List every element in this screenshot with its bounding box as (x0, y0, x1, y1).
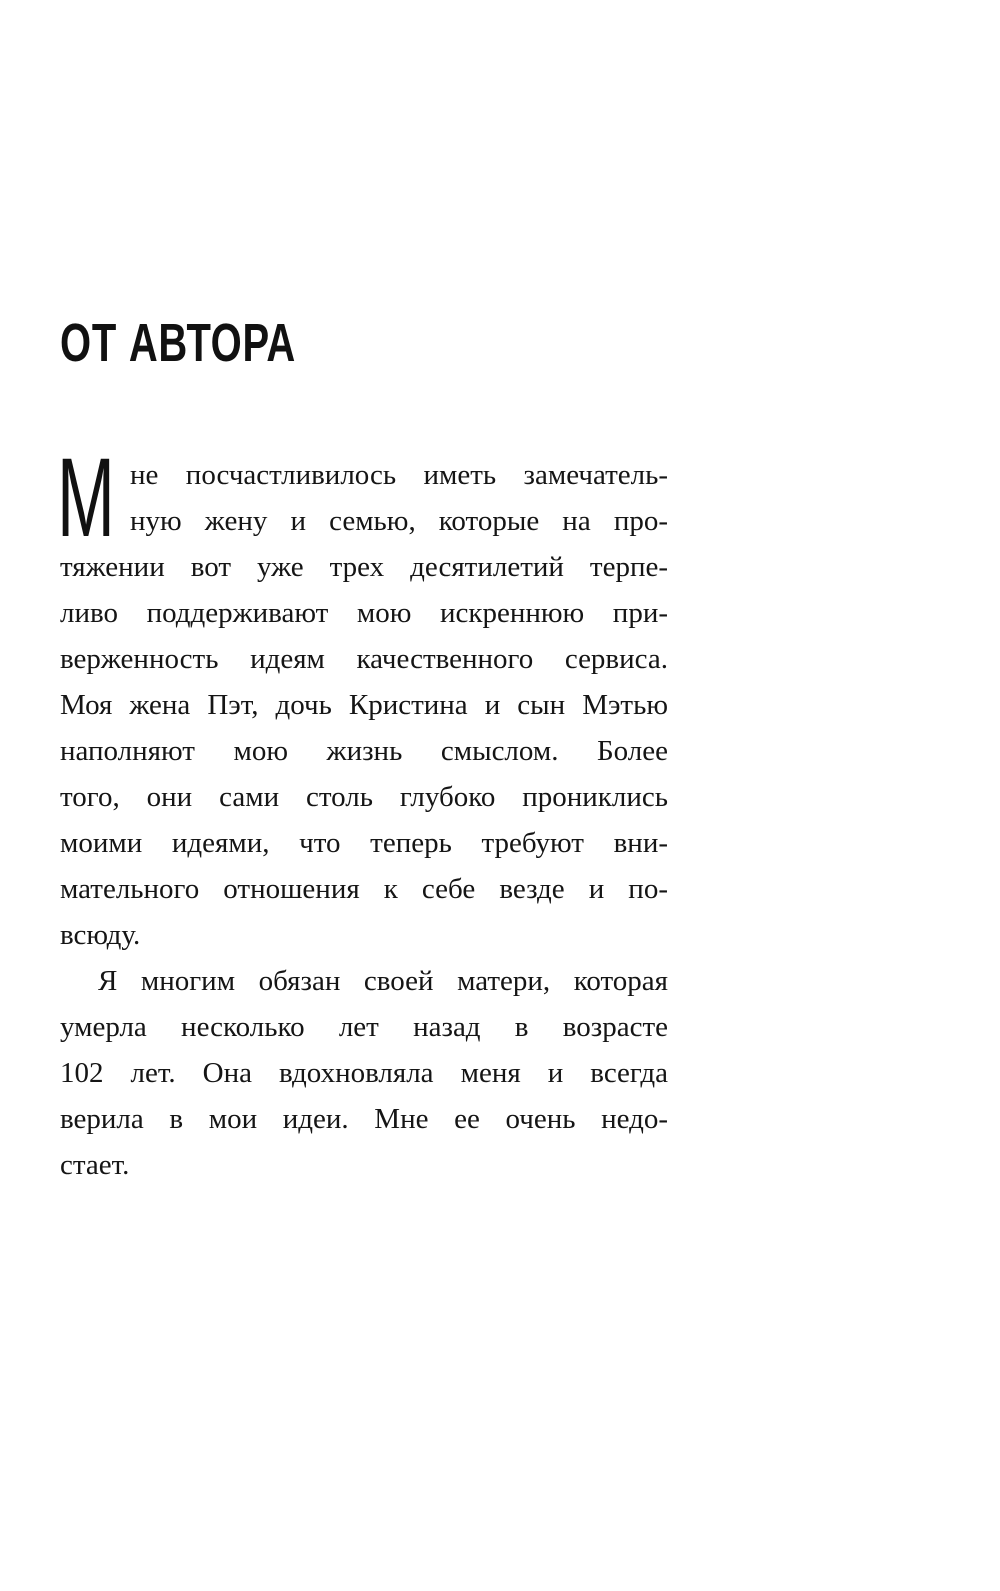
paragraph-1 (60, 452, 668, 958)
text-line: не посчастливилось иметь замечатель- (130, 459, 668, 491)
text-line: верила в мои идеи. Мне ее очень недо- (60, 1103, 668, 1135)
text-line: умерла несколько лет назад в возрасте (60, 1011, 668, 1043)
text-line: тяжении вот уже трех десятилетий терпе- (60, 551, 668, 583)
text-line: всюду. (60, 919, 141, 951)
paragraph-2 (60, 958, 668, 1188)
text-line: верженность идеям качественного сервиса. (60, 643, 668, 675)
text-line: ливо поддерживают мою искреннюю при- (60, 597, 668, 629)
text-line: того, они сами столь глубоко прониклись (60, 781, 668, 813)
text-line: стает. (60, 1149, 130, 1181)
body-text (57, 435, 668, 1188)
text-line: наполняют мою жизнь смыслом. Более (60, 735, 668, 767)
text-line: 102 лет. Она вдохновляла меня и всегда (60, 1057, 668, 1089)
text-line: моими идеями, что теперь требуют вни- (60, 827, 668, 859)
drop-cap: М (57, 435, 115, 560)
chapter-title: ОТ АВТОРА (60, 313, 296, 373)
text-line: мательного отношения к себе везде и по- (60, 873, 668, 905)
text-line: Я многим обязан своей матери, которая (98, 965, 668, 997)
text-line: Моя жена Пэт, дочь Кристина и сын Мэтью (60, 689, 668, 721)
text-line: ную жену и семью, которые на про- (130, 505, 668, 537)
